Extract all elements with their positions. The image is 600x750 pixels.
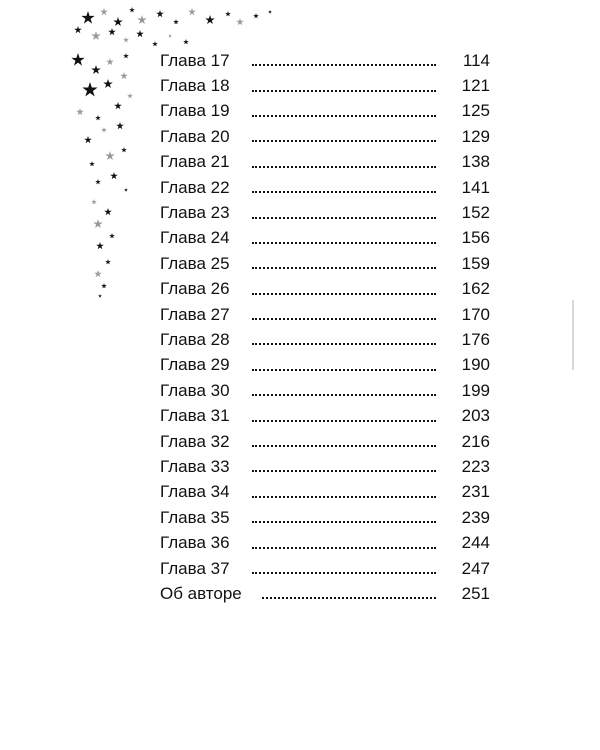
toc-entry-label: Глава 36 [160, 533, 230, 553]
toc-entry-label: Глава 30 [160, 380, 230, 400]
toc-entry-page-number: 156 [461, 228, 490, 248]
toc-leader-dots [252, 241, 436, 244]
star-icon [205, 15, 215, 24]
toc-entry-page-number: 152 [461, 203, 490, 223]
toc-entry-label: Глава 21 [160, 152, 230, 172]
star-icon [116, 122, 124, 129]
star-icon [136, 30, 144, 37]
toc-entry-page-number: 216 [461, 431, 490, 451]
star-icon [124, 188, 128, 192]
star-icon [123, 53, 129, 58]
toc-leader-dots [262, 596, 436, 599]
toc-entry-page-number: 203 [461, 406, 490, 426]
star-icon [101, 283, 107, 288]
toc-leader-dots [252, 139, 436, 142]
star-icon [91, 31, 101, 40]
star-icon [94, 270, 102, 277]
toc-leader-dots [252, 393, 436, 396]
star-icon [106, 58, 114, 65]
star-icon [109, 233, 115, 238]
star-icon [98, 294, 102, 298]
toc-leader-dots [252, 546, 436, 549]
toc-entry [160, 556, 490, 581]
star-icon [188, 8, 196, 15]
toc-entry-label: Глава 19 [160, 101, 230, 121]
star-icon [101, 127, 107, 132]
star-icon [76, 108, 84, 115]
star-icon [93, 219, 103, 228]
toc-entry [160, 581, 490, 606]
toc-entry [160, 73, 490, 98]
toc-entry [160, 124, 490, 149]
toc-entry-label: Глава 29 [160, 355, 230, 375]
toc-entry-label: Глава 18 [160, 76, 230, 96]
toc-leader-dots [252, 368, 436, 371]
star-icon [152, 41, 158, 46]
toc-entry [160, 454, 490, 479]
star-icon [120, 72, 128, 79]
toc-entry [160, 150, 490, 175]
toc-leader-dots [252, 89, 436, 92]
toc-entry [160, 302, 490, 327]
toc-entry [160, 175, 490, 200]
star-icon [129, 7, 135, 12]
toc-entry [160, 226, 490, 251]
star-icon [95, 179, 101, 184]
toc-leader-dots [252, 419, 436, 422]
toc-entry [160, 200, 490, 225]
toc-leader-dots [252, 292, 436, 295]
toc-entry-label: Глава 25 [160, 253, 230, 273]
toc-entry [160, 505, 490, 530]
toc-entry-page-number: 162 [461, 279, 490, 299]
star-icon [84, 136, 92, 143]
toc-entry-label: Об авторе [160, 583, 242, 603]
star-icon [96, 242, 104, 249]
toc-entry-page-number: 125 [461, 101, 490, 121]
toc-leader-dots [252, 444, 436, 447]
star-icon [268, 10, 272, 14]
toc-entry-page-number: 138 [461, 152, 490, 172]
toc-entry-label: Глава 24 [160, 228, 230, 248]
star-icon [108, 28, 116, 35]
toc-entry-page-number: 190 [461, 355, 490, 375]
toc-entry-page-number: 251 [461, 583, 490, 603]
star-icon [236, 18, 244, 25]
toc-leader-dots [252, 317, 436, 320]
toc-entry [160, 99, 490, 124]
toc-entry-label: Глава 37 [160, 558, 230, 578]
toc-leader-dots [252, 114, 436, 117]
toc-entry-label: Глава 20 [160, 126, 230, 146]
toc-entry-page-number: 176 [461, 329, 490, 349]
star-icon [156, 10, 164, 17]
toc-entry-page-number: 129 [461, 126, 490, 146]
toc-entry-page-number: 223 [461, 456, 490, 476]
toc-entry-page-number: 199 [461, 380, 490, 400]
star-icon [183, 39, 189, 44]
star-icon [95, 115, 101, 120]
star-icon [91, 65, 101, 74]
toc-entry [160, 251, 490, 276]
toc-entry-page-number: 141 [461, 177, 490, 197]
page-edge-mark [572, 300, 574, 370]
star-icon [114, 102, 122, 109]
star-icon [123, 37, 129, 42]
star-icon [127, 93, 133, 98]
toc-entry-page-number: 121 [461, 76, 490, 96]
star-icon [121, 147, 127, 152]
toc-entry-label: Глава 32 [160, 431, 230, 451]
toc-entry-label: Глава 35 [160, 507, 230, 527]
toc-entry-page-number: 170 [461, 304, 490, 324]
star-icon [89, 161, 95, 166]
toc-entry [160, 353, 490, 378]
star-icon [105, 151, 115, 160]
star-icon [71, 53, 84, 66]
star-icon [74, 26, 82, 33]
star-icon [225, 11, 231, 16]
toc-entry [160, 277, 490, 302]
star-icon [91, 199, 97, 204]
toc-entry-label: Глава 22 [160, 177, 230, 197]
toc-entry-label: Глава 27 [160, 304, 230, 324]
star-icon [81, 11, 94, 24]
toc-leader-dots [252, 63, 436, 66]
toc-entry [160, 480, 490, 505]
star-icon [103, 79, 113, 88]
toc-entry [160, 429, 490, 454]
toc-entry-page-number: 247 [461, 558, 490, 578]
toc-entry-label: Глава 26 [160, 279, 230, 299]
toc-entry-page-number: 244 [461, 533, 490, 553]
toc-entry [160, 48, 490, 73]
toc-entry-label: Глава 31 [160, 406, 230, 426]
toc-leader-dots [252, 495, 436, 498]
toc-leader-dots [252, 216, 436, 219]
toc-entry [160, 530, 490, 555]
toc-entry-label: Глава 28 [160, 329, 230, 349]
star-icon [137, 15, 147, 24]
table-of-contents [160, 48, 490, 607]
toc-entry-page-number: 239 [461, 507, 490, 527]
toc-entry-label: Глава 23 [160, 203, 230, 223]
star-icon [113, 17, 123, 26]
toc-entry-label: Глава 33 [160, 456, 230, 476]
toc-leader-dots [252, 266, 436, 269]
toc-leader-dots [252, 520, 436, 523]
toc-leader-dots [252, 342, 436, 345]
toc-leader-dots [252, 190, 436, 193]
toc-leader-dots [252, 469, 436, 472]
star-icon [82, 82, 97, 96]
toc-entry-page-number: 231 [461, 482, 490, 502]
star-icon [253, 13, 259, 18]
toc-entry-page-number: 159 [461, 253, 490, 273]
star-icon [110, 172, 118, 179]
star-icon [173, 19, 179, 24]
toc-entry [160, 327, 490, 352]
toc-entry-page-number: 114 [462, 50, 490, 70]
toc-entry-label: Глава 34 [160, 482, 230, 502]
star-icon [105, 259, 111, 264]
star-icon [104, 208, 112, 215]
toc-entry [160, 403, 490, 428]
star-icon [168, 34, 172, 38]
star-icon [100, 8, 108, 15]
toc-entry [160, 378, 490, 403]
toc-leader-dots [252, 571, 436, 574]
toc-entry-label: Глава 17 [160, 50, 230, 70]
toc-leader-dots [252, 165, 436, 168]
